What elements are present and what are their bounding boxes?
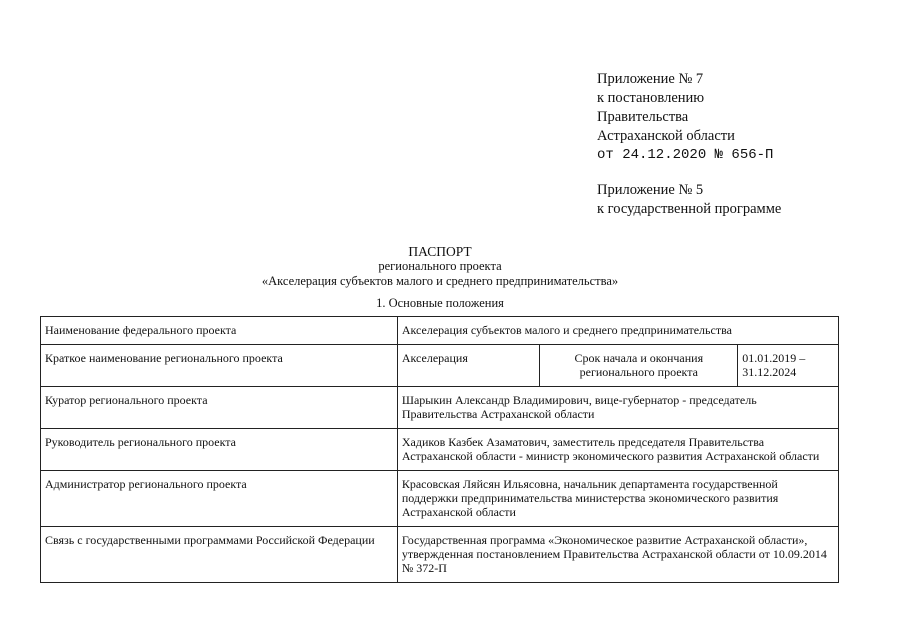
appendix-region: Астраханской области — [597, 128, 735, 144]
table-row-short-name — [41, 345, 839, 387]
passport-table — [40, 316, 839, 583]
document-title-block — [0, 244, 880, 289]
curator-label: Куратор регионального проекта — [41, 387, 398, 429]
programs-link-label: Связь с государственными программами Российской Федерации — [41, 527, 398, 583]
administrator-label: Администратор регионального проекта — [41, 471, 398, 527]
appendix-number: Приложение № 7 — [597, 71, 704, 87]
section-heading: 1. Основные положения — [376, 296, 504, 310]
table-row-programs-link — [41, 527, 839, 583]
appendix-decree-ref: к постановлению — [597, 90, 705, 106]
head-label: Руководитель регионального проекта — [41, 429, 398, 471]
appendix-decree-date: от 24.12.2020 № 656-П — [597, 147, 774, 163]
short-name-value: Акселерация — [397, 345, 539, 387]
appendix-government: Правительства — [597, 109, 689, 125]
table-row-head — [41, 429, 839, 471]
programs-link-value: Государственная программа «Экономическое развитие Астраханской области», утвержденная постановлением Правительства Астраханской области от 10.09.2014 № 372-П — [397, 527, 838, 583]
project-term-label: Срок начала и окончания регионального проекта — [540, 345, 738, 387]
appendix-program-number: Приложение № 5 — [597, 182, 704, 198]
document-subtitle: регионального проекта — [378, 259, 502, 273]
project-name: «Акселерация субъектов малого и среднего предпринимательства» — [261, 274, 619, 288]
document-title: ПАСПОРТ — [408, 244, 472, 259]
federal-project-value: Акселерация субъектов малого и среднего предпринимательства — [397, 317, 838, 345]
table-row-federal-project — [41, 317, 839, 345]
short-name-label: Краткое наименование регионального проекта — [41, 345, 398, 387]
project-term-value: 01.01.2019 – 31.12.2024 — [738, 345, 839, 387]
head-value: Хадиков Казбек Азаматович, заместитель председателя Правительства Астраханской области - министр экономического развития Астраханской области — [397, 429, 838, 471]
curator-value: Шарыкин Александр Владимирович, вице-губернатор - председатель Правительства Астраханской области — [397, 387, 838, 429]
table-row-administrator — [41, 471, 839, 527]
appendix-decree-block — [597, 70, 781, 219]
administrator-value: Красовская Ляйсян Ильясовна, начальник департамента государственной поддержки предпринимательства министерства экономического развития Астраханской области — [397, 471, 838, 527]
federal-project-label: Наименование федерального проекта — [41, 317, 398, 345]
appendix-program-ref: к государственной программе — [597, 201, 782, 217]
table-row-curator — [41, 387, 839, 429]
